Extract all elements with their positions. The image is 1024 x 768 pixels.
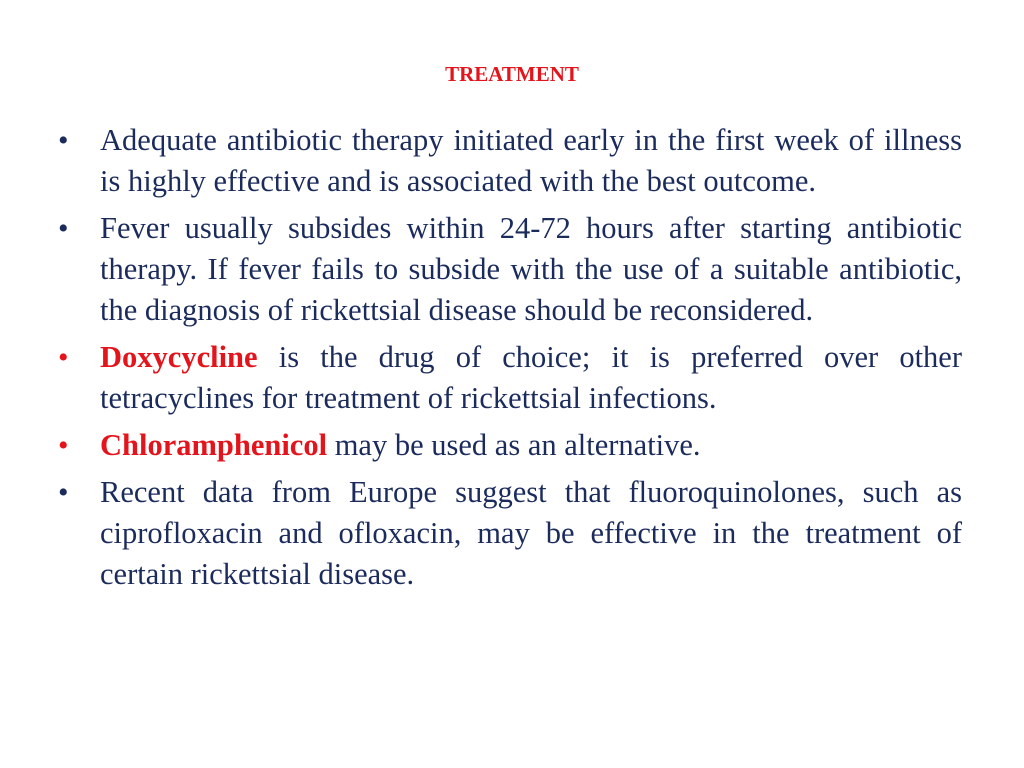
bullet-item [58,425,962,466]
bullet-icon: • [58,341,69,374]
bullet-text: is the drug of choice; it is preferred over other tetracyclines for treatment of rickettsial infections. [100,340,962,415]
bullet-icon: • [58,124,69,157]
bullet-item [58,472,962,595]
bullet-item [58,120,962,202]
bullet-text: Recent data from Europe suggest that fluoroquinolones, such as ciprofloxacin and ofloxacin, may be effective in the treatment of certain rickettsial disease. [100,475,962,591]
drug-name-highlight: Chloramphenicol [100,428,328,462]
bullet-icon: • [58,212,69,245]
slide-title: TREATMENT [445,62,579,86]
bullet-icon: • [58,476,69,509]
bullet-item [58,337,962,419]
bullet-item [58,208,962,331]
bullet-text: Adequate antibiotic therapy initiated early in the first week of illness is highly effective and is associated with the best outcome. [100,123,962,198]
bullet-icon: • [58,429,69,462]
bullet-text: Fever usually subsides within 24-72 hours after starting antibiotic therapy. If fever fails to subside with the use of a suitable antibiotic, the diagnosis of rickettsial disease should be reconsidered. [100,211,962,327]
drug-name-highlight: Doxycycline [100,340,258,374]
bullet-text: may be used as an alternative. [327,428,701,462]
bullet-list [58,120,962,601]
